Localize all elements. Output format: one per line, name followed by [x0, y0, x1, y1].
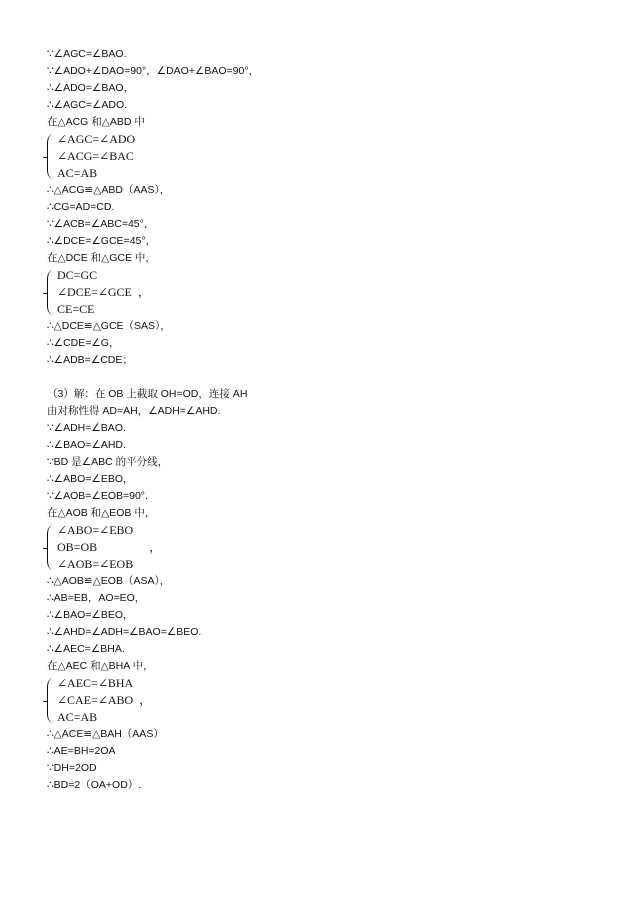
proof-line: ∴△ACE≌△BAH（AAS） [47, 728, 164, 740]
condition-text: ∠AEC=∠BHA [57, 676, 134, 690]
condition-row [57, 539, 607, 556]
condition-row [57, 165, 607, 182]
condition-tail: ， [137, 285, 150, 299]
condition-text: OB=OB [57, 540, 98, 554]
proof-line: ∵∠ADO+∠DAO=90°，∠DAO+∠BAO=90°， [47, 65, 260, 77]
condition-tail: ， [149, 540, 162, 554]
equation-system [47, 522, 607, 573]
condition-tail: ， [139, 693, 152, 707]
condition-text: ∠ABO=∠EBO [57, 523, 134, 537]
condition-text: ∠CAE=∠ABO [57, 693, 134, 707]
condition-text: AC=AB [57, 710, 98, 724]
proof-line: ∴∠AHD=∠ADH=∠BAO=∠BEO. [47, 626, 202, 638]
condition-row [57, 284, 607, 301]
proof-line: ∴∠ABO=∠EBO， [47, 473, 134, 485]
proof-line: ∵BD 是∠ABC 的平分线， [47, 456, 169, 468]
proof-line: 由对称性得 AD=AH，∠ADH=∠AHD. [47, 405, 221, 417]
equation-system [47, 131, 607, 182]
condition-row [57, 522, 607, 539]
proof-line: ∴AE=BH=2OA [47, 745, 116, 757]
proof-line: ∴BD=2（OA+OD）. [47, 779, 142, 791]
condition-text: ∠AGC=∠ADO [57, 132, 136, 146]
proof-line: 在△DCE 和△GCE 中， [47, 252, 156, 264]
proof-line: ∴∠CDE=∠G， [47, 337, 120, 349]
equation-system [47, 675, 607, 726]
proof-line: ∴△DCE≌△GCE（SAS）， [47, 320, 171, 332]
left-brace [47, 270, 54, 315]
condition-text: DC=GC [57, 268, 98, 282]
proof-line: ∵DH=2OD [47, 762, 97, 774]
condition-row [57, 267, 607, 284]
condition-row [57, 709, 607, 726]
proof-line: ∴∠ADO=∠BAO， [47, 82, 135, 94]
condition-text: ∠AOB=∠EOB [57, 557, 134, 571]
proof-line: ∴CG=AD=CD. [47, 201, 115, 213]
proof-line: ∴△ACG≌△ABD（AAS）， [47, 184, 171, 196]
document-page [47, 46, 607, 794]
condition-text: ∠DCE=∠GCE [57, 285, 132, 299]
condition-text: ∠ACG=∠BAC [57, 149, 134, 163]
proof-line: ∵∠AOB=∠EOB=90°. [47, 490, 148, 502]
left-brace [47, 134, 54, 179]
proof-line: （3）解：在 OB 上截取 OH=OD，连接 AH [47, 388, 248, 400]
proof-line: ∴∠DCE=∠GCE=45°， [47, 235, 157, 247]
condition-text: AC=AB [57, 166, 98, 180]
condition-text: CE=CE [57, 302, 95, 316]
condition-row [57, 556, 607, 573]
proof-line: ∵∠AGC=∠BAO. [47, 48, 127, 60]
blank-line [47, 369, 607, 386]
proof-line: 在△ACG 和△ABD 中 [47, 116, 145, 128]
proof-line: ∴△AOB≌△EOB（ASA）， [47, 575, 171, 587]
left-brace [47, 678, 54, 723]
condition-row [57, 131, 607, 148]
proof-line: ∴AB=EB，AO=EO， [47, 592, 146, 604]
condition-row [57, 148, 607, 165]
condition-row [57, 692, 607, 709]
proof-line: ∴∠AGC=∠ADO. [47, 99, 128, 111]
equation-system [47, 267, 607, 318]
proof-line: ∴∠BAO=∠AHD. [47, 439, 126, 451]
proof-line: ∴∠BAO=∠BEO， [47, 609, 134, 621]
proof-line: ∴∠AEC=∠BHA. [47, 643, 125, 655]
proof-line: ∵∠ACB=∠ABC=45°， [47, 218, 155, 230]
condition-row [57, 675, 607, 692]
proof-line: ∵∠ADH=∠BAO. [47, 422, 126, 434]
proof-line: ∴∠ADB=∠CDE； [47, 354, 133, 366]
proof-line: 在△AOB 和△EOB 中， [47, 507, 156, 519]
left-brace [47, 525, 54, 570]
condition-row [57, 301, 607, 318]
proof-line: 在△AEC 和△BHA 中， [47, 660, 154, 672]
